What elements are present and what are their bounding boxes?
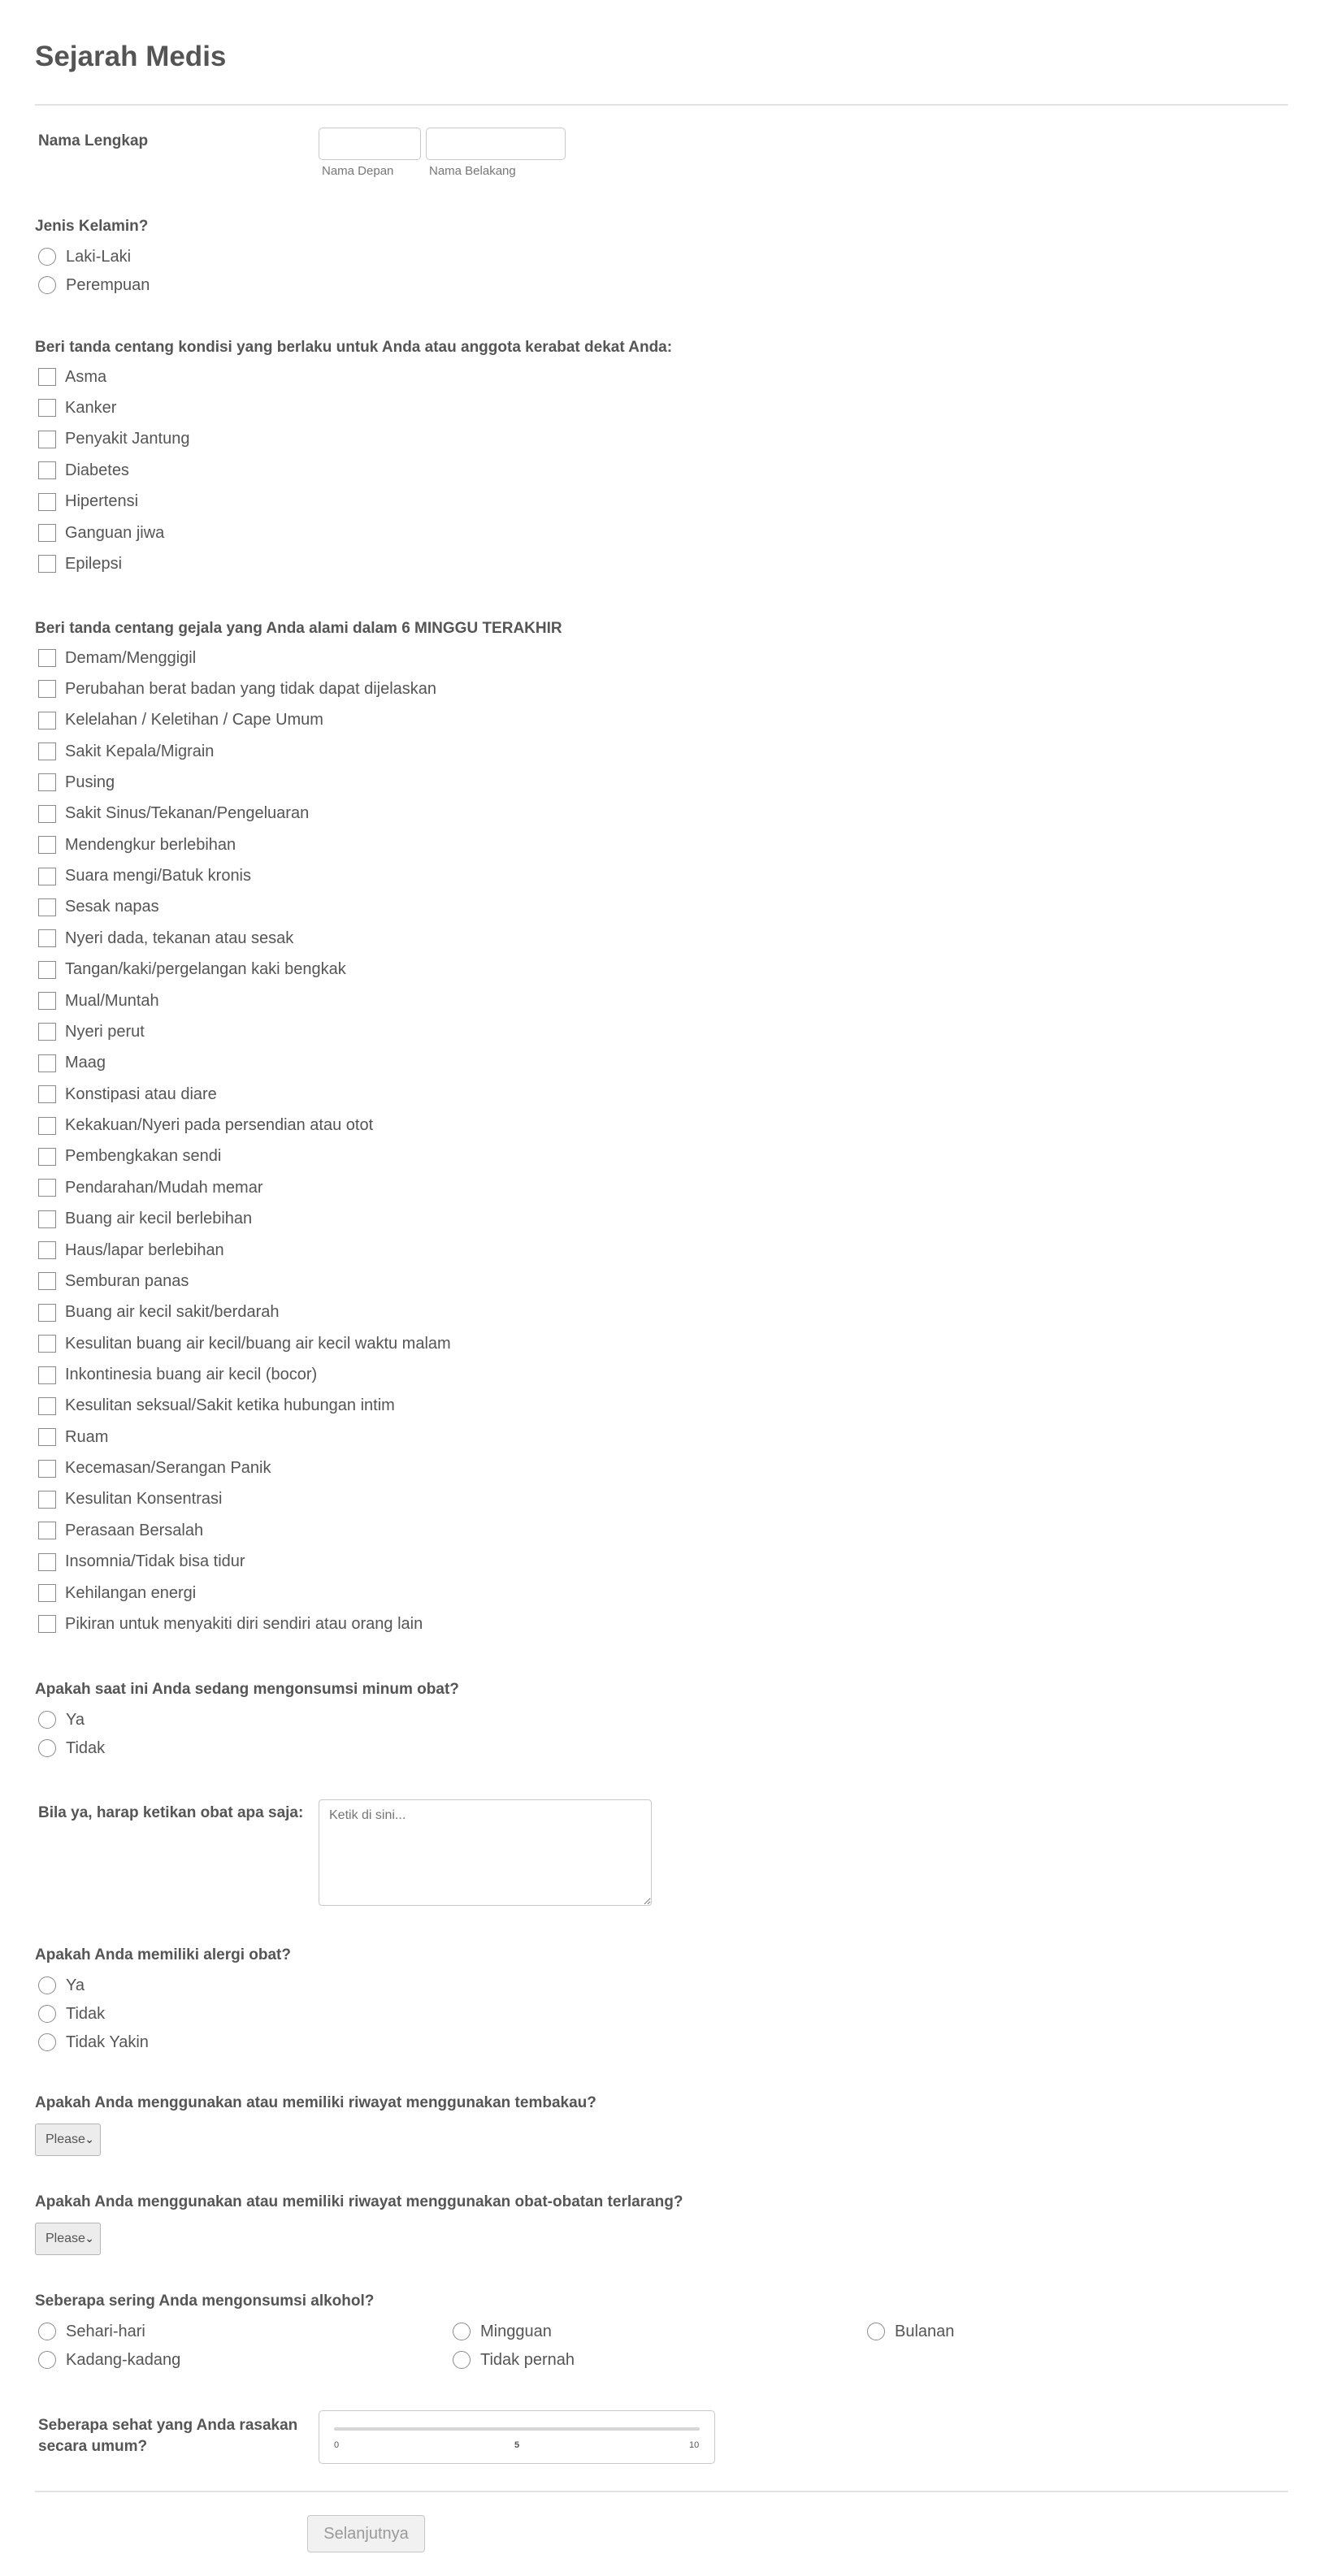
option-label: Laki-Laki bbox=[66, 247, 132, 266]
option-label: Nyeri perut bbox=[65, 1022, 145, 1041]
radio-button[interactable] bbox=[453, 2323, 471, 2340]
condition-option[interactable] bbox=[38, 365, 106, 389]
health-rating-label-line2: secara umum? bbox=[38, 2438, 148, 2455]
symptom-option[interactable] bbox=[38, 677, 436, 701]
symptom-option[interactable] bbox=[38, 1487, 222, 1512]
option-label: Kehilangan energi bbox=[65, 1583, 197, 1602]
checkbox[interactable] bbox=[38, 836, 56, 854]
gender-option[interactable] bbox=[38, 245, 131, 269]
checkbox[interactable] bbox=[38, 649, 56, 667]
radio-button[interactable] bbox=[38, 1711, 56, 1729]
option-label: Perasaan Bersalah bbox=[65, 1521, 204, 1539]
symptom-option[interactable] bbox=[38, 958, 346, 982]
alcohol-option[interactable] bbox=[38, 2348, 180, 2372]
checkbox[interactable] bbox=[38, 1615, 56, 1633]
medication-option[interactable] bbox=[38, 1708, 85, 1732]
option-label: Mendengkur berlebihan bbox=[65, 835, 236, 854]
condition-option[interactable] bbox=[38, 552, 122, 576]
footer-divider bbox=[35, 2491, 1288, 2492]
checkbox[interactable] bbox=[38, 1054, 56, 1072]
next-button[interactable]: Selanjutnya bbox=[307, 2515, 425, 2552]
condition-option[interactable] bbox=[38, 427, 189, 452]
symptom-option[interactable] bbox=[38, 1612, 423, 1636]
option-label: Demam/Menggigil bbox=[65, 648, 197, 667]
option-label: Buang air kecil sakit/berdarah bbox=[65, 1303, 280, 1322]
symptom-option[interactable] bbox=[38, 770, 115, 794]
alcohol-option[interactable] bbox=[38, 2319, 145, 2344]
symptom-option[interactable] bbox=[38, 1425, 108, 1449]
checkbox[interactable] bbox=[38, 1335, 56, 1353]
symptom-option[interactable] bbox=[38, 1331, 451, 1356]
option-label: Hipertensi bbox=[65, 492, 139, 511]
checkbox[interactable] bbox=[38, 992, 56, 1010]
radio-button[interactable] bbox=[38, 2033, 56, 2051]
first-name-input[interactable] bbox=[319, 128, 421, 160]
health-rating-slider[interactable] bbox=[319, 2410, 715, 2464]
option-label: Tangan/kaki/pergelangan kaki bengkak bbox=[65, 960, 346, 979]
symptom-option[interactable] bbox=[38, 1082, 217, 1106]
checkbox[interactable] bbox=[38, 1085, 56, 1103]
option-label: Kesulitan Konsentrasi bbox=[65, 1490, 223, 1509]
option-label: Pembengkakan sendi bbox=[65, 1147, 222, 1166]
checkbox[interactable] bbox=[38, 680, 56, 698]
symptom-option[interactable] bbox=[38, 895, 159, 920]
option-label: Maag bbox=[65, 1054, 106, 1072]
page-title: Sejarah Medis bbox=[35, 41, 227, 72]
radio-button[interactable] bbox=[38, 2323, 56, 2340]
symptom-option[interactable] bbox=[38, 1207, 252, 1232]
option-label: Perubahan berat badan yang tidak dapat dijelaskan bbox=[65, 679, 437, 698]
checkbox[interactable] bbox=[38, 1491, 56, 1509]
radio-button[interactable] bbox=[38, 276, 56, 294]
symptom-option[interactable] bbox=[38, 708, 323, 733]
checkbox[interactable] bbox=[38, 368, 56, 386]
checkbox[interactable] bbox=[38, 1023, 56, 1041]
symptom-option[interactable] bbox=[38, 833, 236, 857]
slider-max-label: 10 bbox=[689, 2440, 700, 2450]
checkbox[interactable] bbox=[38, 1241, 56, 1259]
symptom-option[interactable] bbox=[38, 926, 293, 950]
checkbox[interactable] bbox=[38, 961, 56, 979]
option-label: Diabetes bbox=[65, 461, 129, 479]
option-label: Inkontinesia buang air kecil (bocor) bbox=[65, 1366, 318, 1383]
checkbox[interactable] bbox=[38, 1397, 56, 1415]
symptom-option[interactable] bbox=[38, 739, 214, 764]
symptom-option[interactable] bbox=[38, 1301, 279, 1325]
checkbox[interactable] bbox=[38, 1272, 56, 1290]
symptom-option[interactable] bbox=[38, 1175, 262, 1200]
gender-option[interactable] bbox=[38, 273, 150, 297]
last-name-sublabel: Nama Belakang bbox=[429, 164, 516, 178]
radio-button[interactable] bbox=[38, 2351, 56, 2369]
medication-label: Apakah saat ini Anda sedang mengonsumsi minum obat? bbox=[35, 1681, 459, 1698]
checkbox[interactable] bbox=[38, 493, 56, 511]
condition-option[interactable] bbox=[38, 521, 164, 545]
option-label: Kecemasan/Serangan Panik bbox=[65, 1459, 271, 1478]
slider-min-label: 0 bbox=[334, 2440, 340, 2450]
option-label: Tidak pernah bbox=[480, 2350, 575, 2369]
checkbox[interactable] bbox=[38, 1179, 56, 1197]
condition-option[interactable] bbox=[38, 396, 116, 420]
option-label: Semburan panas bbox=[65, 1271, 189, 1290]
checkbox[interactable] bbox=[38, 898, 56, 916]
checkbox[interactable] bbox=[38, 431, 56, 448]
last-name-input[interactable] bbox=[426, 128, 566, 160]
checkbox[interactable] bbox=[38, 1460, 56, 1478]
option-label: Penyakit Jantung bbox=[65, 430, 190, 448]
slider-mid-label: 5 bbox=[514, 2440, 520, 2450]
medication-detail-textarea[interactable] bbox=[319, 1799, 652, 1906]
gender-label: Jenis Kelamin? bbox=[35, 218, 149, 235]
option-label: Nyeri dada, tekanan atau sesak bbox=[65, 929, 294, 947]
option-label: Sehari-hari bbox=[66, 2322, 145, 2340]
allergy-option[interactable] bbox=[38, 2002, 105, 2026]
alcohol-option[interactable] bbox=[867, 2319, 954, 2344]
option-label: Buang air kecil berlebihan bbox=[65, 1210, 253, 1228]
conditions-label: Beri tanda centang kondisi yang berlaku untuk Anda atau anggota kerabat dekat Anda: bbox=[35, 339, 673, 356]
radio-button[interactable] bbox=[38, 1976, 56, 1994]
option-label: Suara mengi/Batuk kronis bbox=[65, 867, 252, 885]
option-label: Tidak bbox=[66, 2004, 106, 2023]
option-label: Ya bbox=[66, 1976, 85, 1994]
symptom-option[interactable] bbox=[38, 864, 251, 889]
full-name-label: Nama Lengkap bbox=[38, 132, 149, 149]
radio-button[interactable] bbox=[38, 248, 56, 266]
option-label: Kekakuan/Nyeri pada persendian atau otot bbox=[65, 1116, 374, 1135]
allergy-option[interactable] bbox=[38, 1973, 85, 1998]
option-label: Kesulitan buang air kecil/buang air kecil waktu malam bbox=[65, 1334, 451, 1353]
checkbox[interactable] bbox=[38, 868, 56, 885]
checkbox[interactable] bbox=[38, 805, 56, 823]
option-label: Sesak napas bbox=[65, 898, 159, 916]
medication-detail-label: Bila ya, harap ketikan obat apa saja: bbox=[38, 1804, 304, 1821]
option-label: Kelelahan / Keletihan / Cape Umum bbox=[65, 711, 323, 730]
checkbox[interactable] bbox=[38, 929, 56, 947]
symptom-option[interactable] bbox=[38, 1581, 196, 1605]
select-value: Please bbox=[46, 2132, 85, 2146]
first-name-sublabel: Nama Depan bbox=[322, 164, 394, 178]
checkbox[interactable] bbox=[38, 773, 56, 791]
checkbox[interactable] bbox=[38, 742, 56, 760]
option-label: Sakit Kepala/Migrain bbox=[65, 742, 215, 760]
drugs-label: Apakah Anda menggunakan atau memiliki riwayat menggunakan obat-obatan terlarang? bbox=[35, 2193, 683, 2210]
alcohol-label: Seberapa sering Anda mengonsumsi alkohol? bbox=[35, 2292, 375, 2310]
alcohol-option[interactable] bbox=[453, 2319, 552, 2344]
checkbox[interactable] bbox=[38, 524, 56, 542]
checkbox[interactable] bbox=[38, 1522, 56, 1539]
option-label: Pusing bbox=[65, 773, 115, 791]
tobacco-select[interactable] bbox=[35, 2124, 101, 2156]
option-label: Asma bbox=[65, 367, 107, 386]
symptom-option[interactable] bbox=[38, 989, 159, 1013]
option-label: Epilepsi bbox=[65, 554, 123, 573]
option-label: Sakit Sinus/Tekanan/Pengeluaran bbox=[65, 804, 310, 823]
option-label: Kanker bbox=[65, 398, 117, 417]
checkbox[interactable] bbox=[38, 1304, 56, 1322]
checkbox[interactable] bbox=[38, 712, 56, 730]
chevron-down-icon: ⌄ bbox=[85, 2132, 94, 2145]
option-label: Insomnia/Tidak bisa tidur bbox=[65, 1552, 245, 1571]
header-divider bbox=[35, 104, 1288, 106]
symptom-option[interactable] bbox=[38, 1457, 271, 1481]
slider-track[interactable] bbox=[334, 2427, 700, 2431]
allergy-option[interactable] bbox=[38, 2030, 149, 2054]
option-label: Kesulitan seksual/Sakit ketika hubungan intim bbox=[65, 1396, 395, 1415]
symptom-option[interactable] bbox=[38, 802, 309, 826]
checkbox[interactable] bbox=[38, 555, 56, 573]
symptom-option[interactable] bbox=[38, 1114, 373, 1138]
option-label: Pendarahan/Mudah memar bbox=[65, 1178, 263, 1197]
option-label: Ganguan jiwa bbox=[65, 523, 165, 542]
symptom-option[interactable] bbox=[38, 646, 196, 670]
checkbox[interactable] bbox=[38, 1148, 56, 1166]
symptom-option[interactable] bbox=[38, 1550, 245, 1574]
tobacco-label: Apakah Anda menggunakan atau memiliki riwayat menggunakan tembakau? bbox=[35, 2094, 596, 2111]
radio-button[interactable] bbox=[38, 1739, 56, 1757]
symptom-option[interactable] bbox=[38, 1145, 221, 1169]
option-label: Konstipasi atau diare bbox=[65, 1085, 217, 1103]
health-rating-label bbox=[38, 2415, 297, 2457]
radio-button[interactable] bbox=[38, 2005, 56, 2023]
radio-button[interactable] bbox=[453, 2351, 471, 2369]
symptom-option[interactable] bbox=[38, 1518, 203, 1543]
condition-option[interactable] bbox=[38, 490, 138, 514]
symptom-option[interactable] bbox=[38, 1051, 106, 1076]
select-value: Please bbox=[46, 2232, 85, 2245]
checkbox[interactable] bbox=[38, 1366, 56, 1384]
option-label: Ya bbox=[66, 1710, 85, 1729]
chevron-down-icon: ⌄ bbox=[85, 2232, 94, 2245]
drugs-select[interactable] bbox=[35, 2223, 101, 2255]
option-label: Kadang-kadang bbox=[66, 2350, 181, 2369]
alcohol-option[interactable] bbox=[453, 2348, 575, 2372]
medication-option[interactable] bbox=[38, 1736, 105, 1760]
option-label: Mual/Muntah bbox=[65, 991, 159, 1010]
checkbox[interactable] bbox=[38, 1553, 56, 1571]
checkbox[interactable] bbox=[38, 1117, 56, 1135]
symptom-option[interactable] bbox=[38, 1269, 189, 1293]
symptom-option[interactable] bbox=[38, 1363, 317, 1388]
option-label: Haus/lapar berlebihan bbox=[65, 1240, 224, 1259]
checkbox[interactable] bbox=[38, 461, 56, 479]
checkbox[interactable] bbox=[38, 399, 56, 417]
allergy-label: Apakah Anda memiliki alergi obat? bbox=[35, 1946, 291, 1963]
checkbox[interactable] bbox=[38, 1210, 56, 1228]
symptoms-label: Beri tanda centang gejala yang Anda alami dalam 6 MINGGU TERAKHIR bbox=[35, 620, 562, 637]
symptom-option[interactable] bbox=[38, 1020, 145, 1044]
option-label: Ruam bbox=[65, 1427, 109, 1446]
health-rating-label-line1: Seberapa sehat yang Anda rasakan bbox=[38, 2417, 298, 2434]
option-label: Perempuan bbox=[66, 275, 150, 294]
option-label: Pikiran untuk menyakiti diri sendiri atau orang lain bbox=[65, 1614, 423, 1633]
option-label: Tidak bbox=[66, 1738, 106, 1757]
option-label: Mingguan bbox=[480, 2322, 552, 2340]
option-label: Bulanan bbox=[895, 2322, 955, 2340]
condition-option[interactable] bbox=[38, 458, 129, 483]
checkbox[interactable] bbox=[38, 1428, 56, 1446]
option-label: Tidak Yakin bbox=[66, 2033, 149, 2051]
radio-button[interactable] bbox=[867, 2323, 885, 2340]
symptom-option[interactable] bbox=[38, 1394, 395, 1418]
symptom-option[interactable] bbox=[38, 1238, 224, 1262]
checkbox[interactable] bbox=[38, 1584, 56, 1602]
